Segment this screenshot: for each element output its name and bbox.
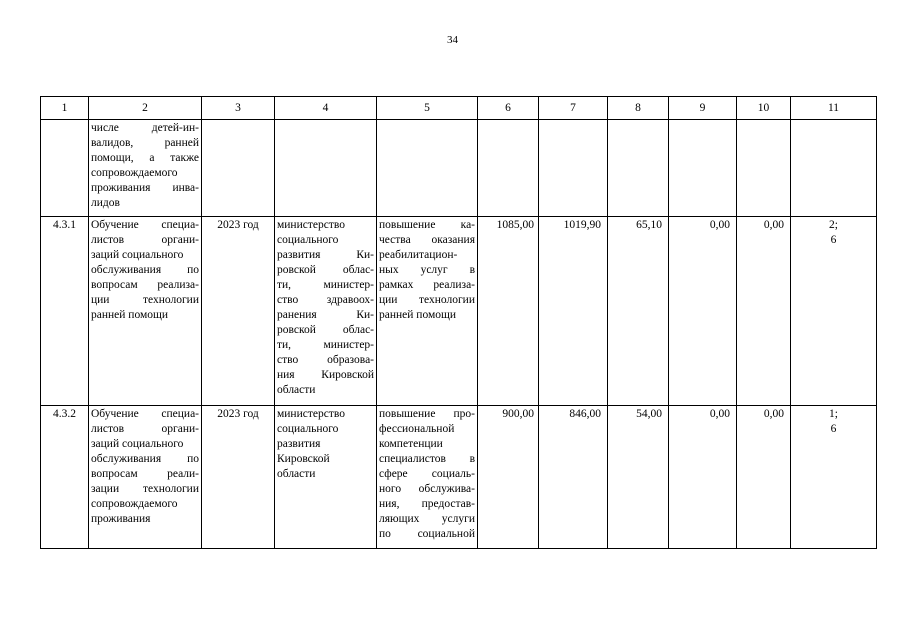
column-header: 5 bbox=[377, 97, 478, 120]
text-line: фессиональной bbox=[379, 423, 455, 435]
amount-col10: 0,00 bbox=[737, 406, 791, 549]
column-header: 10 bbox=[737, 97, 791, 120]
year-cell: 2023 год bbox=[202, 406, 275, 549]
amount-col9: 0,00 bbox=[669, 406, 737, 549]
text-line: сопровождаемого bbox=[91, 167, 178, 179]
table-row bbox=[41, 406, 877, 549]
text-line: министерство bbox=[277, 219, 345, 231]
result-cell bbox=[377, 217, 478, 406]
amount-col8: 65,10 bbox=[608, 217, 669, 406]
text-line: реабилитацион- bbox=[379, 249, 458, 261]
text-line: листов органи- bbox=[91, 234, 199, 246]
amount-total: 1085,00 bbox=[478, 217, 539, 406]
text-line: ных услуг в bbox=[379, 264, 475, 276]
text-line: проживания инва- bbox=[91, 182, 199, 194]
text-line: лидов bbox=[91, 197, 120, 209]
amount-col9: 0,00 bbox=[669, 217, 737, 406]
activity-name-cell bbox=[89, 406, 202, 549]
text-line: развития Ки- bbox=[277, 249, 374, 261]
text-line: ции технологии bbox=[379, 294, 475, 306]
text-line: социального bbox=[277, 423, 339, 435]
row-number: 4.3.2 bbox=[41, 406, 89, 549]
amount-total: 900,00 bbox=[478, 406, 539, 549]
indicator-cell bbox=[791, 406, 877, 549]
amount-col10: 0,00 bbox=[737, 217, 791, 406]
text-line: обслуживания по bbox=[91, 264, 199, 276]
text-line: специалистов в bbox=[379, 453, 475, 465]
text-line: обслуживания по bbox=[91, 453, 199, 465]
text-line: вопросам реализа- bbox=[91, 279, 199, 291]
column-header: 8 bbox=[608, 97, 669, 120]
text-line: проживания bbox=[91, 513, 151, 525]
amount-col7: 1019,90 bbox=[539, 217, 608, 406]
text-line: повышение про- bbox=[379, 408, 475, 420]
year-cell: 2023 год bbox=[202, 217, 275, 406]
text-line: 6 bbox=[830, 423, 837, 435]
text-line: вопросам реали- bbox=[91, 468, 199, 480]
text-line: ровской облас- bbox=[277, 264, 374, 276]
row-number: 4.3.1 bbox=[41, 217, 89, 406]
text-line: социального bbox=[277, 234, 339, 246]
text-line: 1; bbox=[829, 408, 838, 420]
text-line: листов органи- bbox=[91, 423, 199, 435]
text-line: ти, министер- bbox=[277, 339, 374, 351]
amount-col7: 846,00 bbox=[539, 406, 608, 549]
table-row bbox=[41, 217, 877, 406]
text-line: ти, министер- bbox=[277, 279, 374, 291]
column-header: 9 bbox=[669, 97, 737, 120]
header-row bbox=[41, 97, 877, 120]
text-line: Обучение специа- bbox=[91, 408, 199, 420]
text-line: развития bbox=[277, 438, 321, 450]
column-header: 7 bbox=[539, 97, 608, 120]
text-line: сфере социаль- bbox=[379, 468, 475, 480]
text-line: ранней помощи bbox=[91, 309, 169, 321]
text-line: компетенции bbox=[379, 438, 443, 450]
result-cell bbox=[377, 406, 478, 549]
text-line: сопровождаемого bbox=[91, 498, 178, 510]
text-line: чества оказания bbox=[379, 234, 475, 246]
text-line: ного обслужива- bbox=[379, 483, 475, 495]
executor-cell bbox=[275, 406, 377, 549]
column-header: 1 bbox=[41, 97, 89, 120]
text-line: ранения Ки- bbox=[277, 309, 374, 321]
text-line: ранней помощи bbox=[379, 309, 457, 321]
program-table bbox=[40, 96, 877, 549]
text-line: ния Кировской bbox=[277, 369, 374, 381]
text-line: области bbox=[277, 384, 316, 396]
text-line: рамках реализа- bbox=[379, 279, 475, 291]
text-line: ния, предостав- bbox=[379, 498, 475, 510]
column-header: 3 bbox=[202, 97, 275, 120]
text-line: 2; bbox=[829, 219, 838, 231]
page-number: 34 bbox=[447, 34, 458, 46]
column-header: 2 bbox=[89, 97, 202, 120]
text-line: по социальной bbox=[379, 528, 475, 540]
executor-cell bbox=[275, 217, 377, 406]
text-line: министерство bbox=[277, 408, 345, 420]
text-line: ровской облас- bbox=[277, 324, 374, 336]
text-line: заций социального bbox=[91, 249, 184, 261]
indicator-cell bbox=[791, 217, 877, 406]
text-line: 6 bbox=[830, 234, 837, 246]
column-header: 4 bbox=[275, 97, 377, 120]
text-line: числе детей-ин- bbox=[91, 122, 199, 134]
text-line: ство здравоох- bbox=[277, 294, 374, 306]
continuation-row bbox=[41, 120, 877, 217]
text-line: Обучение специа- bbox=[91, 219, 199, 231]
text-line: ляющих услуги bbox=[379, 513, 475, 525]
text-line: валидов, ранней bbox=[91, 137, 199, 149]
text-line: области bbox=[277, 468, 316, 480]
amount-col8: 54,00 bbox=[608, 406, 669, 549]
text-line: заций социального bbox=[91, 438, 184, 450]
column-header: 6 bbox=[478, 97, 539, 120]
continuation-name-cell bbox=[89, 120, 202, 217]
column-header: 11 bbox=[791, 97, 877, 120]
activity-name-cell bbox=[89, 217, 202, 406]
text-line: повышение ка- bbox=[379, 219, 475, 231]
text-line: ство образова- bbox=[277, 354, 374, 366]
text-line: помощи, а также bbox=[91, 152, 199, 164]
text-line: зации технологии bbox=[91, 483, 199, 495]
text-line: ции технологии bbox=[91, 294, 199, 306]
text-line: Кировской bbox=[277, 453, 330, 465]
